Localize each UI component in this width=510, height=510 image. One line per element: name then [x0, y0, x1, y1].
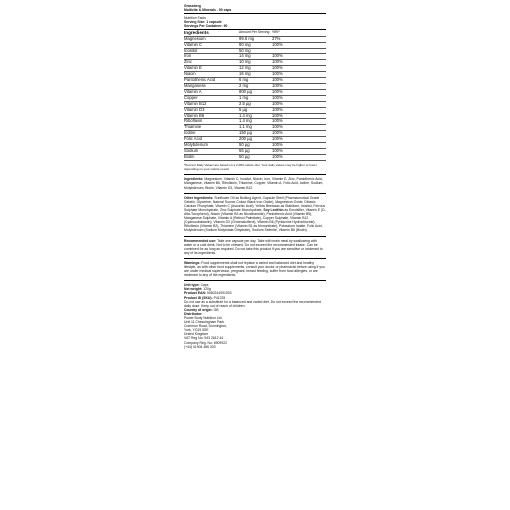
other-ingredients-text: Sunflower Oil as Bulking Agent, Capsule Shell (Pharmaceutical Grade Gelatin, Glycerine, Natural Source Colour Black Iron Oxide), Magnesium Oxide, Dibasic Calcium Phosphate, Vitamin C (Ascorbic Acid), Yellow Beeswax as Stabilizer, Inositol, Ferrous Sulphate Monohydrate, Zinc Sulphate Monohydrate, [184, 195, 326, 212]
nutrient-amount: 2 mg [239, 84, 272, 90]
nutrient-ri: 100% [272, 107, 326, 113]
ingredients-section [184, 174, 326, 189]
nutrient-amount: 50 mg [239, 48, 272, 54]
nutrient-name: Iron [184, 54, 239, 60]
ingredients-text: Magnesium, Vitamin C, Inositol, Niacin, Iron, Vitamin E, Zinc, Pantothenic Acid, Manganese, Vitamin B6, Riboflavin, Thiamine, Copper, Vitamin A, Folic Acid, Iodine, Sodium, Molybdenum, Biotin, Vitamin D3, Vitamin B12 [184, 177, 324, 190]
nutrient-name: Pantothenic Acid [184, 78, 239, 84]
nutrient-name: Vitamin B12 [184, 101, 239, 107]
nutrient-ri: 100% [272, 113, 326, 119]
col-ri: %RI* [272, 29, 280, 34]
product-label [184, 4, 326, 349]
nutrient-ri: 100% [272, 137, 326, 143]
nutrient-ri: 27% [272, 36, 326, 42]
address-line: York, YO19 5SE [184, 328, 209, 333]
net-weight-label: Net weight: [184, 287, 203, 292]
nutrient-amount: 200 µg [239, 137, 272, 143]
address-line: (+44) 01904 486 330 [184, 344, 216, 349]
nutrient-amount: 1.4 mg [239, 113, 272, 119]
other-ingredients-text-cont: as Emulsifier, Vitamin E (D-Alfa-Tocopherol), Niacin (Vitamin B3 as Nicotinamide), Pantothenic Acid (Vitamin B5), Manganese Sulphate, Vitamin A (Retinol Palmitate), Copper Sulphate, Vitamin B12 (Cyanocobalamin), Vitamin D3 (Cholecalciferol), Vitamin B6 (Pyridoxine Hydrochloride), Riboflavin (Vitamin B2), Thiamine (Vitamin B1 as Mononitrate), Potassium Iodate, Folic Acid, Molybdenum (Sodium Molybdate Dihydrate), Sodium Selenite, Vitamin B6 (Biotin). [184, 207, 326, 233]
nutrient-amount: 2.5 µg [239, 101, 272, 107]
address-line: Unit 11 Chessingham Park [184, 320, 225, 325]
facts-title: Nutrition Facts [184, 15, 206, 20]
nutrient-name: Inositol [184, 48, 239, 54]
nutrition-facts-header [184, 16, 326, 30]
label-header [184, 4, 326, 14]
nutrient-name: Vitamin B6 [184, 113, 239, 119]
address-line: Company Reg. No: 6909922 [184, 340, 227, 345]
nutrient-amount: 1.1 mg [239, 125, 272, 131]
nutrient-amount: 50 µg [239, 154, 272, 160]
serving-size: Serving Size: 1 capsule [184, 19, 222, 24]
product-name: Multivits & Minerals - 90 caps [184, 8, 232, 13]
nutrient-name: Niacin [184, 72, 239, 78]
allergen-soy: Soy Lecithin [262, 207, 284, 212]
address-line: VAT Reg No: 943 2612 44 [184, 336, 224, 341]
recommended-use-section [184, 236, 326, 255]
nutrient-amount: 1.4 mg [239, 119, 272, 125]
ean-label: Product EAN: [184, 291, 207, 296]
nutrient-amount: 55 µg [239, 148, 272, 154]
nutrient-name: Folic Acid [184, 137, 239, 143]
origin-value: GB [212, 307, 219, 312]
nutrient-name: Riboflavin [184, 119, 239, 125]
nutrient-name: Magnesium [184, 36, 239, 42]
col-amount: Amount Per Serving [239, 29, 270, 34]
warnings-label: Warnings: [184, 260, 201, 265]
nutrient-name: Iodine [184, 131, 239, 137]
nutrient-name: Vitamin C [184, 42, 239, 48]
address-line: Common Road, Dunnington, [184, 324, 227, 329]
table-row [184, 154, 326, 160]
nutrient-ri: 100% [272, 42, 326, 48]
nutrient-name: Manganese [184, 84, 239, 90]
nutrient-amount: 5 µg [239, 107, 272, 113]
nutrient-amount: 1 mg [239, 95, 272, 101]
nutrient-name: Thiamine [184, 125, 239, 131]
servings-per-container: Servings Per Container: 90 [184, 23, 228, 28]
nutrient-ri: 100% [272, 89, 326, 95]
nutrient-ri: 100% [272, 154, 326, 160]
nutrient-amount: 16 mg [239, 72, 272, 78]
nutrient-amount: 50 µg [239, 143, 272, 149]
warnings-section [184, 258, 326, 277]
nutrient-ri: 100% [272, 54, 326, 60]
nutrient-ri: 100% [272, 95, 326, 101]
nutrient-amount: 14 mg [239, 54, 272, 60]
nutrient-name: Vitamin A [184, 89, 239, 95]
nutrient-amount: 800 µg [239, 89, 272, 95]
nutrient-name: Sodium [184, 148, 239, 154]
ean-value: 5060244091003 [206, 291, 232, 296]
nutrient-ri: 100% [272, 119, 326, 125]
nutrient-name: Vitamin D3 [184, 107, 239, 113]
nutrient-name: Copper [184, 95, 239, 101]
nutrition-table [184, 31, 326, 161]
nutrient-ri: 100% [272, 66, 326, 72]
nutrient-ri: 100% [272, 72, 326, 78]
daily-value-footnote: *Percent Daily Values are based on a 2,000 calorie diet. Your daily values may be higher or lower depending on your calorie needs. [184, 162, 317, 171]
recommended-use-label: Recommended use: [184, 238, 217, 243]
col-ingredients: Ingredients [184, 29, 209, 35]
address-line: Power Body Nutrition Ltd. [184, 316, 223, 321]
nutrient-amount: 99.6 mg [239, 36, 272, 42]
warnings-text: Food supplements shall not replace a varied and balanced diet and healthy lifestyle, as with other food supplements, consult your doctor or pharmacist before using if you are under medical supervision, pregnant, breast feeding, suffer from food allergies, or are intolerant to any of the ingredients. [184, 260, 325, 278]
sku-value: P41225 [212, 295, 226, 300]
nutrient-amount: 12 mg [239, 66, 272, 72]
nutrient-ri: 100% [272, 143, 326, 149]
nutrient-ri: 100% [272, 125, 326, 131]
brand-name: Grassberg [184, 4, 201, 8]
product-details-section [184, 280, 326, 349]
nutrient-name: Molybdenum [184, 143, 239, 149]
distributor-label: Distributor: [184, 311, 203, 316]
other-ingredients-section [184, 193, 326, 233]
nutrient-ri: 100% [272, 60, 326, 66]
nutrient-name: Vitamin E [184, 66, 239, 72]
sku-label: Product ID (SKU): [184, 295, 213, 300]
nutrient-amount: 80 mg [239, 42, 272, 48]
unit-type-value: Caps [199, 283, 209, 288]
advice-text: Do not use as a substitute for a balanced and varied diet. Do not exceed the recommended daily dose. Keep out of reach of children. [184, 299, 321, 308]
nutrient-amount: 6 mg [239, 78, 272, 84]
net-weight-value: 120g [202, 287, 211, 292]
nutrient-amount: 10 mg [239, 60, 272, 66]
origin-label: Country of origin: [184, 307, 213, 312]
distributor-address [184, 316, 326, 349]
nutrient-amount: 150 µg [239, 131, 272, 137]
nutrient-ri: 100% [272, 78, 326, 84]
nutrient-name: Biotin [184, 154, 239, 160]
recommended-use-text: Take one capsule per day. Take with main meal by swallowing with water or a cold drink. Not to be chewed. Do not exceed the recommended intake. Can be combined for as long as required. Do not take this product if you are sensitive or intolerant to any of its ingredients. [184, 238, 323, 255]
nutrient-ri: 100% [272, 84, 326, 90]
unit-type-label: Unit type: [184, 283, 200, 288]
nutrient-ri: 100% [272, 148, 326, 154]
nutrient-ri: 100% [272, 131, 326, 137]
other-ingredients-label: Other Ingredients: [184, 195, 214, 200]
address-line: United Kingdom [184, 332, 209, 337]
nutrient-name: Zinc [184, 60, 239, 66]
ingredients-label: Ingredients: [184, 177, 204, 182]
nutrient-ri: 100% [272, 101, 326, 107]
nutrition-table-body [184, 36, 326, 160]
